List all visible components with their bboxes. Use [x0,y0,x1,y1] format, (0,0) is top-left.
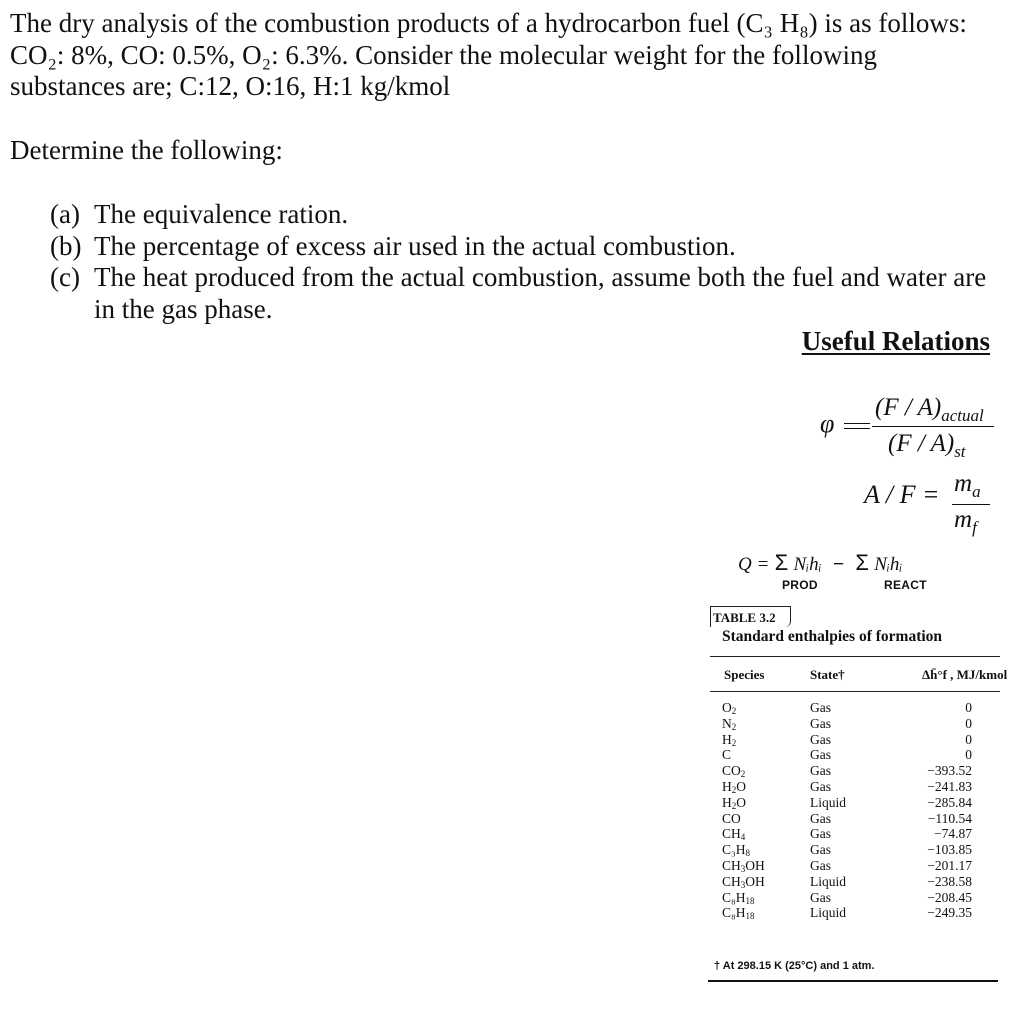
species-formula: H [722,731,732,747]
species-subscript: 3 [740,879,746,890]
species-subscript: 2 [731,737,737,748]
state-cell: Gas [810,715,831,731]
header-state: State† [810,667,845,682]
table-title: Standard enthalpies of formation [722,628,943,645]
intro-line-1: The dry analysis of the combustion products of a hydrocarbon fuel (C₃ H₈) is as follows: [10,8,967,38]
table-bottom-rule [708,980,998,982]
species-subscript: 2 [731,706,737,716]
fraction-bar [872,426,994,427]
species-formula: CH [722,826,741,842]
phi-glyph: φ [820,409,835,438]
table-row [706,763,1000,779]
species-subscript: 4 [740,832,746,843]
part-text: The equivalence ration. [94,199,349,229]
subscript-a: a [972,482,981,501]
species-cell [722,890,754,906]
table-row [706,732,1000,748]
table-row [706,716,1000,732]
enthalpy-cell: 0 [965,731,972,747]
species-cell [722,747,731,763]
state-cell: Gas [810,842,831,858]
enthalpy-cell: −393.52 [927,763,972,779]
species-cell [722,874,765,890]
species-subscript: 3 [740,863,746,874]
species-subscript: 2 [731,800,737,811]
species-formula: N [722,715,732,731]
part-label: (c) [50,262,80,292]
question-part-c [50,262,990,325]
species-tail: OH [745,857,765,873]
state-cell: Gas [810,857,831,873]
species-tail: O [736,794,746,810]
species-formula: CH [722,857,741,873]
table-rule [710,656,1000,657]
minus-sign: − [832,554,845,575]
q-lhs: Q = [738,554,770,575]
state-cell: Gas [810,810,831,826]
m-air: m [954,470,973,497]
species-formula: O [722,700,732,715]
species-cell [722,858,765,874]
determine-heading: Determine the following: [10,135,283,165]
table-row [706,811,1000,827]
species-tail: O [736,778,746,794]
air-fuel-lhs: A / F = [864,480,940,509]
fraction-denominator [954,506,977,538]
fraction-numerator [954,470,981,502]
table-body [706,700,1000,921]
enthalpy-cell: −249.35 [927,905,972,921]
species-subscript: 18 [745,895,755,906]
species-subscript: 2 [731,721,737,732]
state-cell: Gas [810,889,831,905]
sigma-prod: Σ [774,550,789,575]
species-formula: CO [722,763,741,779]
problem-statement [10,8,1000,103]
species-formula: H [722,778,732,794]
state-cell: Gas [810,700,831,715]
part-label: (a) [50,199,80,229]
heat-equation [738,550,902,576]
species-cell [722,826,745,842]
subscript-f: f [972,518,977,537]
table-row [706,779,1000,795]
species-cell [722,811,741,827]
species-cell [722,905,754,921]
prod-label: PROD [782,578,818,592]
enthalpy-cell: −74.87 [934,826,972,842]
enthalpy-cell: 0 [965,715,972,731]
enthalpy-cell: 0 [965,747,972,763]
enthalpy-cell: −285.84 [927,794,972,810]
state-cell: Liquid [810,905,846,921]
term-prod: Nᵢhᵢ [793,554,822,575]
species-formula: H [722,794,732,810]
part-text: The heat produced from the actual combustion, assume both the fuel and water are in the gas phase. [94,262,987,324]
state-cell: Gas [810,778,831,794]
header-enthalpy: Δh̄°f , MJ/kmol [922,667,1008,682]
subscript-st: st [954,442,966,461]
table-row [706,842,1000,858]
species-cell [722,700,736,716]
intro-line-3: substances are; C:12, O:16, H:1 kg/kmol [10,71,451,101]
species-cell [722,716,736,732]
species-subscript: 8 [745,848,750,859]
species-formula: C₈H [722,889,746,905]
state-cell: Gas [810,763,831,779]
fraction-denominator [888,430,966,462]
state-cell: Gas [810,731,831,747]
enthalpy-cell: 0 [965,700,972,715]
table-row [706,795,1000,811]
enthalpy-cell: −201.17 [927,857,972,873]
fa-st: (F / A) [888,430,955,457]
species-formula: CH [722,873,741,889]
table-footnote: † At 298.15 K (25°C) and 1 atm. [714,960,875,972]
table-number: TABLE 3.2 [710,606,791,627]
enthalpy-table [706,604,1008,984]
table-row [706,858,1000,874]
m-fuel: m [954,506,973,533]
question-part-a [50,199,990,231]
fraction-bar [952,504,990,505]
useful-relations-heading: Useful Relations [801,326,990,356]
equals-sign [844,423,870,429]
species-formula: C₃H [722,842,746,858]
state-cell: Liquid [810,873,846,889]
question-parts [50,199,990,325]
part-label: (b) [50,230,82,261]
part-text: The percentage of excess air used in the actual combustion. [94,230,736,261]
species-cell [722,779,746,795]
species-subscript: 2 [740,769,746,780]
species-cell [722,795,746,811]
table-row [706,747,1000,763]
enthalpy-cell: −238.58 [927,873,972,889]
species-tail: OH [745,873,765,889]
fraction-numerator [875,394,984,426]
enthalpy-cell: −241.83 [927,778,972,794]
species-formula: CO [722,810,741,826]
table-row [706,826,1000,842]
subscript-actual: actual [941,406,984,425]
species-cell [722,842,750,858]
table-row [706,890,1000,906]
enthalpy-cell: −103.85 [927,842,972,858]
species-formula: C [722,747,732,763]
state-cell: Gas [810,826,831,842]
state-cell: Gas [810,747,831,763]
table-row [706,700,1000,716]
enthalpy-cell: −208.45 [927,889,972,905]
table-row [706,905,1000,921]
species-formula: C₈H [722,905,746,921]
species-cell [722,763,745,779]
question-part-b [50,231,990,263]
species-subscript: 18 [745,911,755,922]
species-subscript: 2 [731,784,737,795]
intro-line-2: CO₂: 8%, CO: 0.5%, O₂: 6.3%. Consider the molecular weight for the following [10,39,877,70]
fa-actual: (F / A) [875,394,942,421]
species-cell [722,732,736,748]
enthalpy-cell: −110.54 [927,810,972,826]
table-rule [710,691,1000,692]
term-react: Nᵢhᵢ [874,554,903,575]
header-species: Species [724,667,765,682]
sigma-react: Σ [855,550,869,575]
state-cell: Liquid [810,794,846,810]
table-row [706,874,1000,890]
react-label: REACT [884,578,927,592]
